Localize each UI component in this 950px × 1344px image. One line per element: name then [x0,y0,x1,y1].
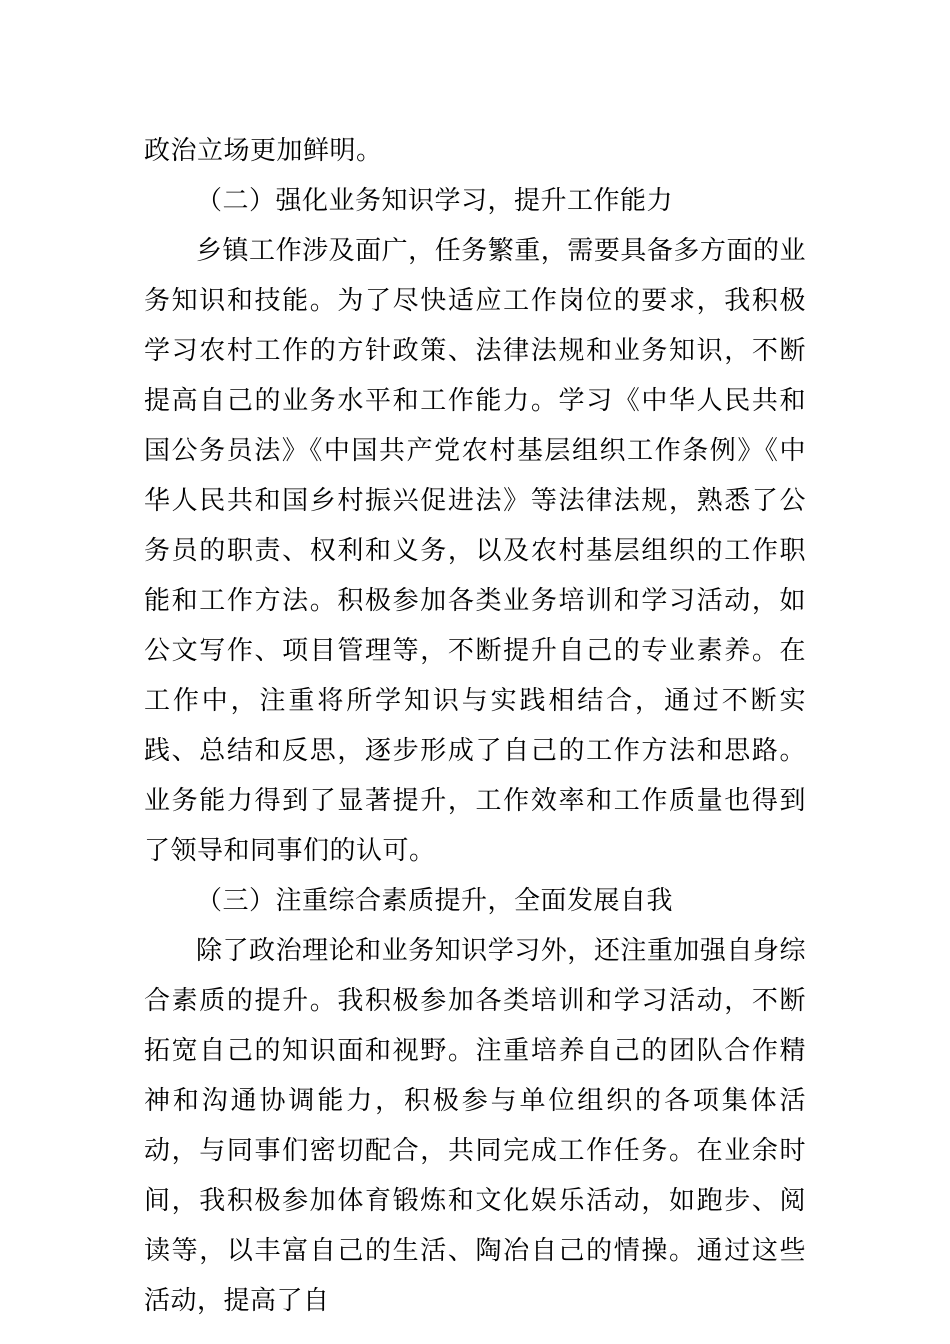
continuation-text: 政治立场更加鲜明。 [144,136,383,166]
section-paragraph-2: 乡镇工作涉及面广，任务繁重，需要具备多方面的业务知识和技能。为了尽快适应工作岗位的要求，我积极学习农村工作的方针政策、法律法规和业务知识，不断提高自己的业务水平和工作能力。学习《中华人民共和国公务员法》《中国共产党农村基层组织工作条例》《中华人民共和国乡村振兴促进法》等法律法规，熟悉了公务员的职责、权利和义务，以及农村基层组织的工作职能和工作方法。积极参加各类业务培训和学习活动，如公文写作、项目管理等，不断提升自己的专业素养。在工作中，注重将所学知识与实践相结合，通过不断实践、总结和反思，逐步形成了自己的工作方法和思路。业务能力得到了显著提升，工作效率和工作质量也得到了领导和同事们的认可。 [144,236,806,866]
section-paragraph-3: 除了政治理论和业务知识学习外，还注重加强自身综合素质的提升。我积极参加各类培训和学习活动，不断拓宽自己的知识面和视野。注重培养自己的团队合作精神和沟通协调能力，积极参与单位组织的各项集体活动，与同事们密切配合，共同完成工作任务。在业余时间，我积极参加体育锻炼和文化娱乐活动，如跑步、阅读等，以丰富自己的生活、陶冶自己的情操。通过这些活动，提高了自 [144,936,806,1316]
document-body [144,126,806,1326]
section-heading-3: （三）注重综合素质提升，全面发展自我 [196,886,674,916]
section-heading-2: （二）强化业务知识学习，提升工作能力 [196,186,674,216]
